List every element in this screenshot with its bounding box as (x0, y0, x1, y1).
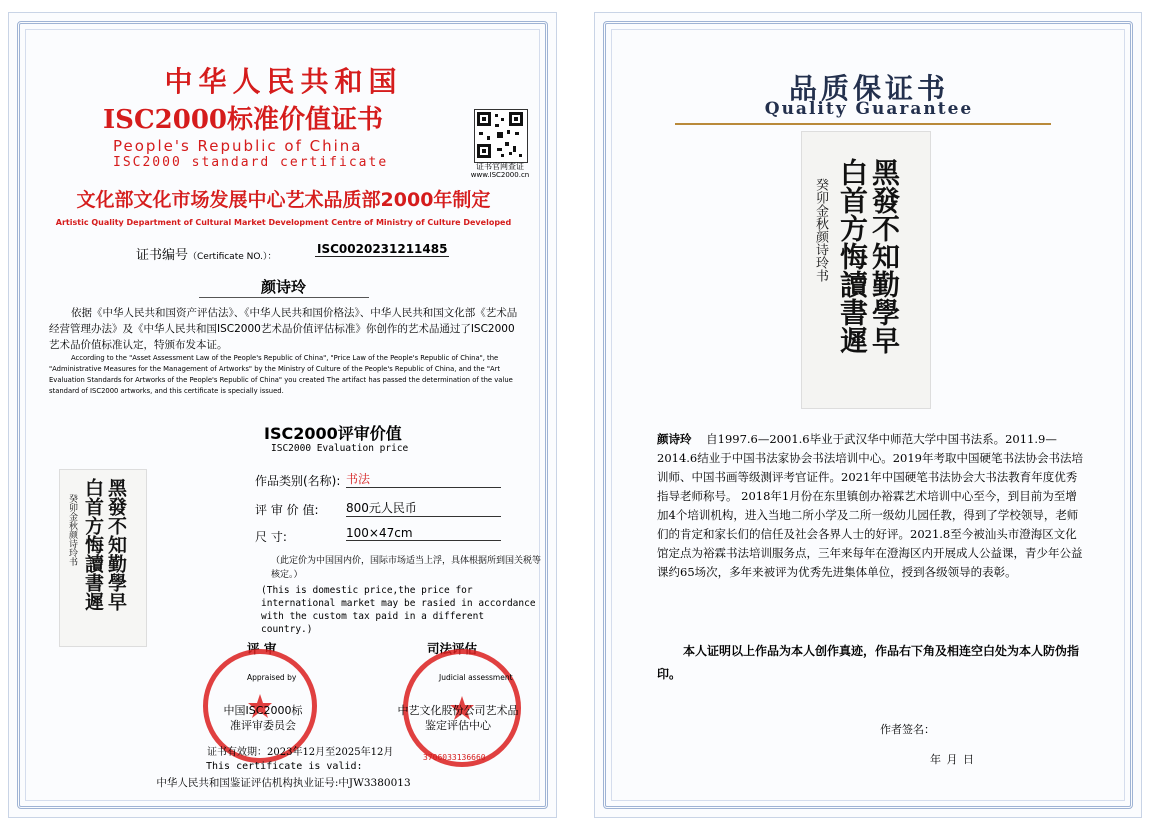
field-size-label: 尺 寸: (255, 530, 287, 544)
artwork-thumbnail (59, 469, 147, 647)
review-caption-en: Appraised by (247, 673, 297, 682)
artwork-main-col1: 黑發不知勤學早 (868, 158, 901, 354)
cert-no-value: ISC0020231211485 (317, 242, 448, 256)
legal-basis-en: According to the "Asset Assessment Law of the People's Republic of China", "Price Law of the People's Republic of China", the "Administrative Measures for the Management of Artworks" by the Ministry of Culture of the People's Republic of China, and the "Art Evaluation Standards for Artworks of the People's Republic of China" you created The artifact has passed the determination of the value standard of ISC2000 artworks, and this certificate is specially issued. (49, 354, 513, 395)
cert-no-label-en: （Certificate NO.）： (188, 252, 277, 262)
validity-period: 证书有效期：2023年12月至2025年12月 (207, 747, 394, 758)
price-note-cn: （此定价为中国国内价，国际市场适当上浮，具体根据所到国关税等核定。） (271, 556, 542, 580)
certificate-title-en: People's Republic of China (113, 137, 363, 155)
field-category-value: 书法 (346, 470, 501, 488)
qr-label: 证书官网查证 (476, 162, 524, 171)
judicial-caption-en: Judicial assessment (439, 673, 513, 682)
review-label: 评 审 (247, 641, 277, 656)
artwork-image (801, 131, 931, 409)
price-note-en: (This is domestic price,the price for international market may be rasied in accordance with the custom tax paid in a different country.) (261, 585, 536, 635)
review-organization: 中国ISC2000标准评审委员会 (223, 704, 303, 732)
artwork-main-col2: 白首方悔讀書遲 (836, 158, 869, 354)
name-underline (199, 297, 369, 298)
isc2000-certificate (8, 12, 557, 818)
department-en: Artistic Quality Department of Cultural Market Development Centre of Ministry of Culture Developed (55, 218, 512, 227)
bio-artist-name: 颜诗玲 (657, 432, 692, 446)
artist-name: 颜诗玲 (260, 278, 306, 296)
field-value-label: 评 审 价 值: (255, 503, 319, 517)
title-divider (675, 123, 1051, 125)
certificate-subtitle-en: ISC2000 standard certificate (113, 155, 389, 170)
guarantee-title: 品质保证书 (788, 72, 949, 105)
artwork-main-inscription: 癸卯金秋颜诗玲书 (813, 178, 828, 282)
field-value-amount: 800元人民币 (346, 499, 501, 517)
cert-no-label-cn: 证书编号 (136, 248, 189, 263)
seal-number: 3706033136660 (423, 753, 486, 762)
certificate-title-cn: 中华人民共和国 (164, 65, 403, 98)
artist-biography (657, 430, 1085, 582)
qr-code-icon[interactable] (474, 109, 528, 163)
department-cn: 文化部文化市场发展中心艺术品质部2000年制定 (76, 189, 491, 211)
artwork-col1: 黑發不知勤學早 (105, 478, 127, 611)
field-size-value: 100×47cm (346, 526, 501, 541)
validity-en: This certificate is valid: (206, 761, 363, 772)
certificate-title-isc: ISC2000标准价值证书 (103, 105, 383, 135)
artwork-inscription: 癸卯金秋颜诗玲书 (67, 494, 77, 566)
artwork-col2: 白首方悔讀書遲 (82, 478, 104, 611)
date-label: 年 月 日 (930, 753, 975, 766)
field-value (255, 499, 319, 518)
guarantee-subtitle: Quality Guarantee (764, 99, 974, 119)
signature-label: 作者签名： (880, 723, 935, 736)
field-size (255, 526, 287, 545)
license-number: 中华人民共和国鉴证评估机构执业证号:中JW3380013 (156, 777, 411, 789)
bio-text: 自1997.6—2001.6毕业于武汉华中师范大学中国书法系。2011.9—2014.6结业于中国书法家协会书法培训中心。2019年考取中国硬笔书法协会书法培训师、中国书画等级测评考官证件。2021年中国硬笔书法协会大书法教育年度优秀指导老师称号。 2018年1月份在东里镇创办裕霖艺术培训中心至今，到目前为至增加4个培训机构，进入当地二所小学及二所一级幼儿园任教，得到了学校领导，老师们的肯定和家长们的信任及社会各界人士的好评。2021.8至今被汕头市澄海区文化馆定点为裕霖书法培训服务点，三年来每年在澄海区内开展成人公益课，青少年公益课约65场次，多年来被评为优秀先进集体单位，授到各级领导的表彰。 (657, 432, 1084, 579)
cert-no-label (136, 244, 276, 263)
authenticity-declaration: 本人证明以上作品为本人创作真迹，作品右下角及相连空白处为本人防伪指印。 (657, 644, 1080, 681)
judicial-label: 司法评估 (427, 641, 478, 656)
evaluation-subtitle: ISC2000 Evaluation price (271, 443, 409, 454)
quality-guarantee (594, 12, 1142, 818)
qr-url: www.ISC2000.cn (470, 171, 530, 179)
evaluation-title: ISC2000评审价值 (264, 424, 402, 443)
field-category (255, 470, 340, 489)
field-category-label: 作品类别(名称): (255, 474, 341, 488)
judicial-organization: 中艺文化股份公司艺术品鉴定评估中心 (397, 704, 519, 732)
legal-basis-cn: 依据《中华人民共和国资产评估法》、《中华人民共和国价格法》、中华人民共和国文化部《艺术品经营管理办法》及《中华人民共和国ISC2000艺术品价值评估标准》你创作的艺术品通过了ISC2000艺术品价值标准认定，特颁布发本证。 (49, 307, 518, 351)
